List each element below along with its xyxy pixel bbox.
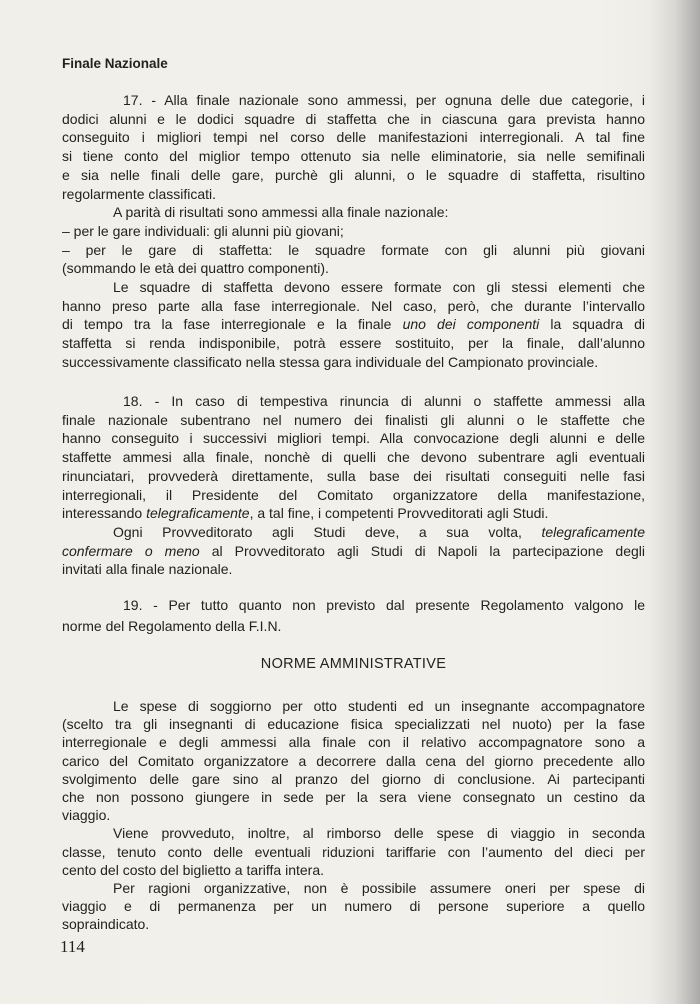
text-line: [62, 824, 645, 842]
text-line: [62, 770, 645, 788]
text-span: Le spese di soggiorno per otto studenti ed un insegnante accompagnatore: [113, 698, 645, 714]
paragraph: [62, 278, 645, 372]
paragraph: [62, 595, 645, 637]
text-line: [62, 542, 645, 561]
text-line: [62, 392, 645, 411]
text-line: [62, 185, 645, 204]
text-span: la squadra di: [539, 316, 645, 333]
text-span: A parità di risultati sono ammessi alla finale nazionale:: [113, 204, 449, 221]
italic-text: confermare o meno: [62, 542, 200, 559]
text-span: – per le gare individuali: gli alunni più giovani;: [62, 222, 344, 239]
paragraph: [62, 91, 645, 203]
text-line: [62, 203, 645, 222]
text-line: [62, 523, 645, 542]
text-line: [62, 595, 645, 616]
text-line: [62, 788, 645, 806]
text-line: [62, 715, 645, 733]
text-line: [62, 504, 645, 523]
text-span: (scelto tra gli insegnanti di educazione fisica specializzati nel nuoto) per la fase: [62, 716, 645, 733]
text-line: [62, 278, 645, 297]
text-line: [62, 166, 645, 185]
text-span: carico del Comitato organizzatore a decorrere dalla cena del giorno precedente allo: [62, 752, 645, 769]
text-span: interregionale e degli ammessi alla finale con il relativo accompagnatore sono a: [62, 734, 645, 751]
paragraph: [62, 879, 645, 934]
text-line: [62, 353, 645, 372]
page-number: 114: [60, 937, 85, 956]
text-line: [62, 879, 645, 897]
text-span: (sommando le età dei quattro componenti).: [62, 260, 329, 277]
italic-text: telegraficamente: [541, 523, 645, 540]
text-line: [62, 334, 645, 353]
text-line: [62, 259, 645, 278]
text-span: finale nazionale subentrano nel numero dei finalisti gli alunni o le staffette che: [62, 411, 645, 428]
text-span: interregionali, il Presidente del Comitato organizzatore della manifestazione,: [62, 486, 645, 503]
italic-text: telegraficamente: [146, 505, 250, 522]
text-span: invitati alla finale nazionale.: [62, 561, 233, 578]
text-line: [62, 315, 645, 334]
text-span: hanno preso parte alla fase interregionale. Nel caso, però, che durante l’intervallo: [62, 297, 645, 314]
text-span: – per le gare di staffetta: le squadre formate con gli alunni più giovani: [62, 241, 645, 258]
text-line: [62, 467, 645, 486]
text-span: si tiene conto del miglior tempo ottenuto sia nelle eliminatorie, sia nelle semifinali: [62, 148, 645, 165]
text-span: Le squadre di staffetta devono essere formate con gli stessi elementi che: [113, 279, 645, 296]
text-span: , a tal fine, i competenti Provveditorati agli Studi.: [249, 505, 549, 522]
heading-norme-amministrative: NORME AMMINISTRATIVE: [260, 656, 447, 672]
paragraph: [62, 824, 645, 879]
paragraph: [62, 241, 645, 278]
text-span: norme del Regolamento della F.I.N.: [62, 618, 282, 634]
text-span: classe, tenuto conto delle eventuali riduzioni tariffarie con l’aumento del dieci per: [62, 843, 645, 860]
text-span: successivamente classificato nella stessa gara individuale del Campionato provinciale.: [62, 353, 599, 370]
article-17: [62, 91, 645, 372]
text-span: staffette ammesi alla finale, nonchè di quelli che devono subentrare agli eventuali: [62, 449, 645, 466]
text-line: [62, 486, 645, 505]
norme-amministrative-text: [62, 697, 645, 934]
text-span: sopraindicato.: [62, 916, 150, 933]
text-span: e sia nelle finali delle gare, purchè gli alunni, o le squadre di staffetta, risultino: [62, 166, 645, 183]
text-span: Viene provveduto, inoltre, al rimborso delle spese di viaggio in seconda: [113, 825, 645, 842]
text-line: [62, 560, 645, 579]
text-line: [62, 128, 645, 147]
text-span: conseguito i migliori tempi nel corso delle manifestazioni interregionali. A tal fine: [62, 129, 645, 146]
text-span: Per ragioni organizzative, non è possibile assumere oneri per spese di: [113, 880, 645, 897]
text-line: [62, 222, 645, 241]
text-line: [62, 752, 645, 770]
text-span: svolgimento delle gare sino al pranzo del giorno di conclusione. Ai partecipanti: [62, 770, 645, 787]
text-line: [62, 429, 645, 448]
text-span: interessando: [62, 505, 147, 522]
text-span: di tempo tra la fase interregionale e la finale: [62, 316, 403, 333]
text-span: Ogni Provveditorato agli Studi deve, a sua volta,: [113, 523, 542, 540]
text-line: [62, 616, 645, 637]
paragraph: [62, 697, 645, 824]
text-span: rinunciatari, provvederà direttamente, sulla base dei risultati conseguiti nelle fasi: [62, 467, 645, 484]
text-line: [62, 806, 645, 824]
text-line: [62, 297, 645, 316]
text-line: [62, 861, 645, 879]
text-span: staffetta si renda indisponibile, potrà essere sostituito, per la finale, dall’alunno: [62, 335, 645, 352]
text-line: [62, 147, 645, 166]
article-18: [62, 392, 645, 579]
text-span: viaggio e di permanenza per un numero di persone superiore a quello: [62, 898, 645, 915]
text-line: [62, 411, 645, 430]
paragraph: [62, 523, 645, 579]
article-19: [62, 595, 645, 637]
text-span: che non possono giungere in sede per la sera viene consegnato un cestino da: [62, 789, 645, 806]
text-line: [62, 897, 645, 915]
text-line: [62, 241, 645, 260]
text-span: al Provveditorato agli Studi di Napoli la partecipazione degli: [199, 542, 645, 559]
text-line: [62, 448, 645, 467]
text-span: 18. - In caso di tempestiva rinuncia di alunni o staffette ammessi alla: [123, 393, 645, 409]
text-span: regolarmente classificati.: [62, 185, 217, 202]
text-line: [62, 110, 645, 129]
text-span: dodici alunni e le dodici squadre di staffetta che in ciascuna gara prevista hanno: [62, 110, 645, 127]
text-line: [62, 697, 645, 715]
text-line: [62, 91, 645, 110]
text-line: [62, 915, 645, 933]
text-span: 17. - Alla finale nazionale sono ammessi, per ognuna delle due categorie, i: [123, 92, 645, 108]
paragraph: [62, 392, 645, 523]
text-span: viaggio.: [62, 807, 111, 824]
text-span: cento del costo del biglietto a tariffa intera.: [62, 861, 325, 878]
paragraph: [62, 203, 645, 222]
text-line: [62, 733, 645, 751]
text-span: hanno conseguito i successivi migliori tempi. Alla convocazione degli alunni e delle: [62, 430, 645, 447]
text-line: [62, 843, 645, 861]
section-title: Finale Nazionale: [62, 56, 168, 71]
italic-text: uno dei componenti: [402, 316, 540, 333]
paragraph: [62, 222, 645, 241]
text-span: 19. - Per tutto quanto non previsto dal presente Regolamento valgono le: [123, 597, 645, 613]
